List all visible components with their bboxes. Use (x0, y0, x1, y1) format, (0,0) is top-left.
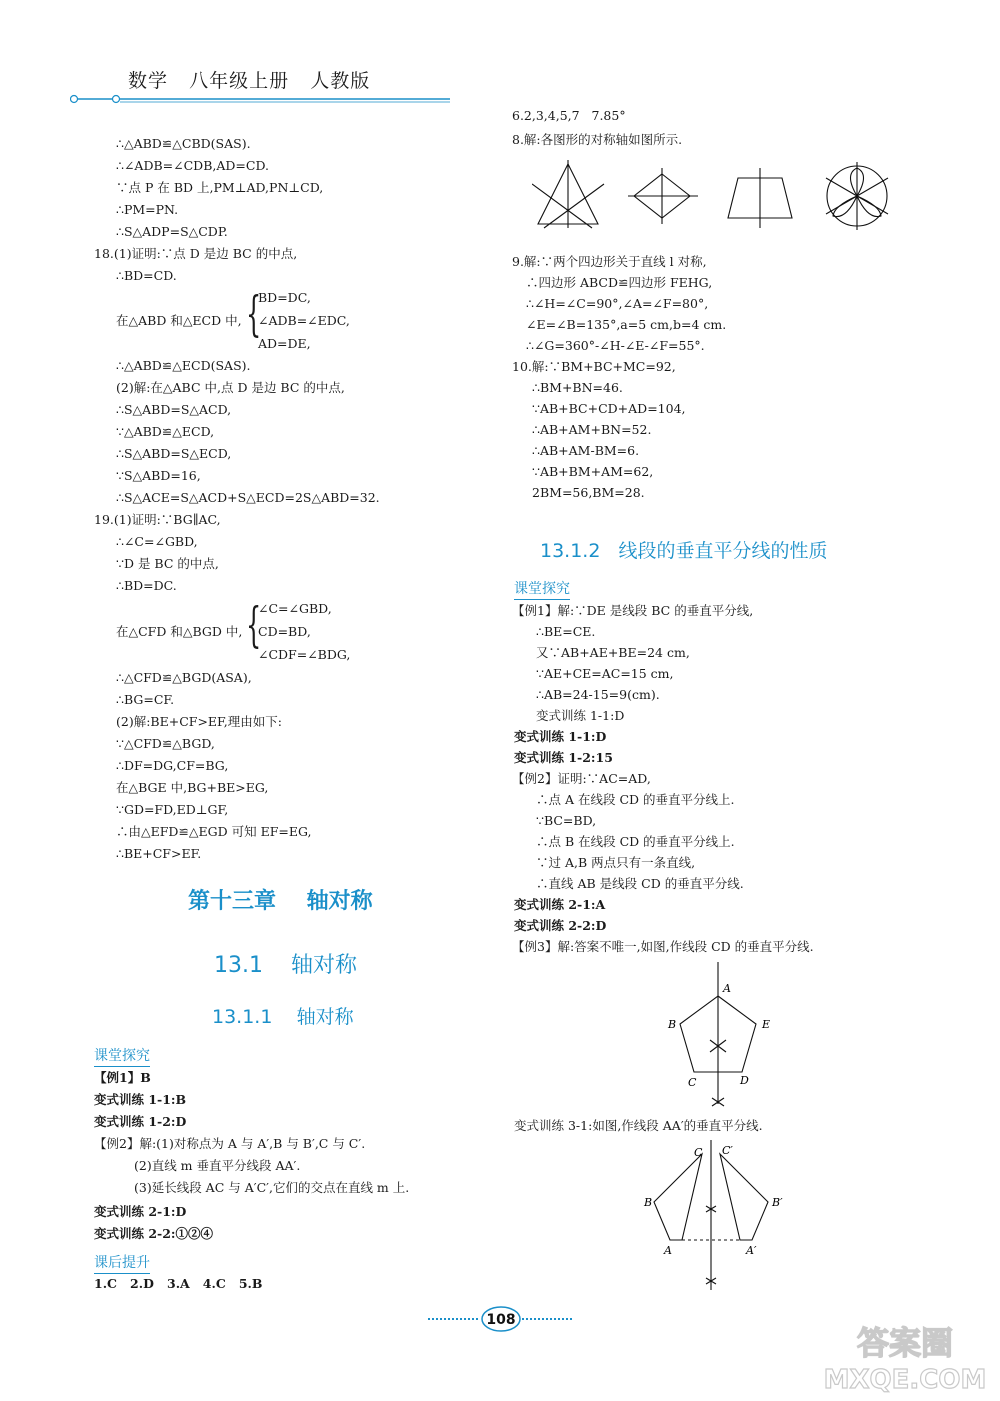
label-a-prime: A′ (746, 1244, 757, 1257)
chapter-title: 第十三章 轴对称 (188, 889, 373, 914)
text-line: ∴S△ABD=S△ACD, (116, 402, 232, 417)
section-tag-after-class: 课后提升 (94, 1252, 150, 1274)
text-line: ∴AB+AM-BM=6. (532, 443, 640, 458)
text-line: ∴∠C=∠GBD, (116, 534, 198, 549)
text-line: ∵△CFD≌△BGD, (116, 736, 215, 751)
text-line: 【例3】解:答案不唯一,如图,作线段 CD 的垂直平分线. (512, 939, 814, 954)
text-line: ∴DF=DG,CF=BG, (116, 758, 229, 773)
label-b-prime: B′ (772, 1196, 783, 1209)
text-line: ∴BE=CE. (536, 624, 596, 639)
text-line: (2)解:在△ABC 中,点 D 是边 BC 的中点, (116, 380, 345, 395)
text-line: ∴BG=CF. (116, 692, 175, 707)
subsection-title: 13.1.1 轴对称 (212, 1006, 354, 1028)
text-line: ∴点 A 在线段 CD 的垂直平分线上. (536, 792, 735, 807)
text-line: ∴△ABD≌△CBD(SAS). (116, 136, 251, 151)
watermark-bottom: MXQE.COM (823, 1365, 987, 1394)
text-line: ∴四边形 ABCD≌四边形 FEHG, (526, 275, 713, 290)
label-c: C (694, 1146, 703, 1159)
text-line: ∴△CFD≌△BGD(ASA), (116, 670, 252, 685)
text-line: 变式训练 2-2:①②④ (94, 1226, 214, 1241)
header-decoration-line (70, 94, 450, 104)
text-line: ∴AB+AM+BN=52. (532, 422, 652, 437)
problem-10: 10.解:∵BM+BC+MC=92, (512, 359, 676, 374)
text-line: 变式训练 2-1:A (514, 897, 606, 912)
text-line: 【例2】解:(1)对称点为 A 与 A′,B 与 B′,C 与 C′. (94, 1136, 366, 1151)
pentagon-figure (660, 960, 780, 1108)
brace-line: BD=DC, (258, 290, 311, 305)
text-line: ∵过 A,B 两点只有一条直线, (536, 855, 696, 870)
brace-line: ∠C=∠GBD, (258, 601, 332, 616)
label-b: B (644, 1196, 653, 1209)
problem-9: 9.解:∵两个四边形关于直线 l 对称, (512, 254, 707, 269)
answer-line: 1.C 2.D 3.A 4.C 5.B (94, 1276, 263, 1291)
brace-line: ∠ADB=∠EDC, (258, 313, 350, 328)
text-line: ∴∠G=360°-∠H-∠E-∠F=55°. (526, 338, 705, 353)
symmetry-figures (532, 160, 922, 232)
watermark-logo (820, 1318, 990, 1394)
circle-petal-figure (826, 162, 888, 230)
text-line: (3)延长线段 AC 与 A′C′,它们的交点在直线 m 上. (134, 1180, 410, 1195)
problem-18: 18.(1)证明:∵点 D 是边 BC 的中点, (94, 246, 298, 261)
label-d: D (740, 1074, 749, 1087)
text-line: ∴BD=CD. (116, 268, 177, 283)
text-line: 在△BGE 中,BG+BE>EG, (116, 780, 269, 795)
text-line: ∵BC=BD, (536, 813, 597, 828)
trapezoid-figure (728, 168, 792, 228)
text-line: ∴由△EFD≌△EGD 可知 EF=EG, (116, 824, 312, 839)
text-line: ∴AB=24-15=9(cm). (536, 687, 660, 702)
page-number: 108 (486, 1312, 516, 1328)
text-line: ∵D 是 BC 的中点, (116, 556, 219, 571)
text-line: ∴∠ADB=∠CDB,AD=CD. (116, 158, 269, 173)
text-line: ∵AE+CE=AC=15 cm, (536, 666, 674, 681)
text-line: ∵点 P 在 BD 上,PM⊥AD,PN⊥CD, (116, 180, 324, 195)
text-line: ∴S△ACE=S△ACD+S△ECD=2S△ABD=32. (116, 490, 380, 505)
text-line: ∵△ABD≌△ECD, (116, 424, 215, 439)
page-number-badge (428, 1305, 574, 1333)
label-e: E (762, 1018, 771, 1031)
text-line: 【例1】B (94, 1070, 151, 1085)
text-line: 变式训练 1-1:B (94, 1092, 187, 1107)
text-line: 2BM=56,BM=28. (532, 485, 645, 500)
rhombus-figure (628, 168, 698, 224)
label-a: A (664, 1244, 672, 1257)
text-line: (2)直线 m 垂直平分线段 AA′. (134, 1158, 301, 1173)
text-line: ∴BE+CF>EF. (116, 846, 202, 861)
text-line: 变式训练 1-1:D (514, 729, 607, 744)
text-line: ∴BM+BN=46. (532, 380, 623, 395)
text-line: ∴点 B 在线段 CD 的垂直平分线上. (536, 834, 735, 849)
text-line: 8.解:各图形的对称轴如图所示. (512, 132, 683, 147)
watermark-top: 答案圈 (856, 1324, 954, 1362)
text-line: 变式训练 2-1:D (94, 1204, 187, 1219)
text-line: 变式训练 1-2:15 (514, 750, 613, 765)
text-line: 变式训练 2-2:D (514, 918, 607, 933)
reflection-figure (640, 1140, 790, 1292)
text-line: 变式训练 3-1:如图,作线段 AA′的垂直平分线. (514, 1118, 763, 1133)
text-line: ∵AB+BC+CD+AD=104, (532, 401, 686, 416)
section-title: 13.1 轴对称 (214, 953, 357, 978)
label-a: A (723, 982, 731, 995)
section-tag-class-exploration: 课堂探究 (94, 1045, 150, 1067)
text-line: ∵GD=FD,ED⊥GF, (116, 802, 229, 817)
text-line: ∴直线 AB 是线段 CD 的垂直平分线. (536, 876, 744, 891)
label-c: C (688, 1076, 697, 1089)
text-line: 在△ABD 和△ECD 中, (116, 313, 242, 328)
label-b: B (668, 1018, 677, 1031)
brace-line: ∠CDF=∠BDG, (258, 647, 351, 662)
text-line: ∴∠H=∠C=90°,∠A=∠F=80°, (526, 296, 709, 311)
brace-line: CD=BD, (258, 624, 311, 639)
text-line: (2)解:BE+CF>EF,理由如下: (116, 714, 282, 729)
text-line: 【例1】解:∵DE 是线段 BC 的垂直平分线, (512, 603, 754, 618)
problem-19: 19.(1)证明:∵BG∥AC, (94, 512, 221, 527)
text-line: ∵S△ABD=16, (116, 468, 201, 483)
text-line: ∴S△ABD=S△ECD, (116, 446, 232, 461)
text-line: 又∵AB+AE+BE=24 cm, (536, 645, 690, 660)
brace-symbol: { (246, 286, 262, 342)
text-line: ∵AB+BM+AM=62, (532, 464, 654, 479)
text-line: ∴S△ADP=S△CDP. (116, 224, 228, 239)
brace-line: AD=DE, (258, 336, 311, 351)
text-line: ∴PM=PN. (116, 202, 179, 217)
text-line: ∠E=∠B=135°,a=5 cm,b=4 cm. (526, 317, 727, 332)
text-line: 变式训练 1-2:D (94, 1114, 187, 1129)
text-line: ∴BD=DC. (116, 578, 177, 593)
section-tag-class-exploration: 课堂探究 (514, 578, 570, 600)
label-c-prime: C′ (722, 1144, 733, 1157)
text-line: 变式训练 1-1:D (536, 708, 625, 723)
text-line: ∴△ABD≌△ECD(SAS). (116, 358, 251, 373)
running-header: 数学 八年级上册 人教版 (128, 70, 371, 92)
section-title-13-1-2: 13.1.2 线段的垂直平分线的性质 (540, 540, 828, 562)
text-line: 在△CFD 和△BGD 中, (116, 624, 243, 639)
brace-symbol: { (246, 597, 262, 653)
triangle-figure (532, 160, 604, 228)
text-line: 【例2】证明:∵AC=AD, (512, 771, 651, 786)
text-line: 6.2,3,4,5,7 7.85° (512, 108, 626, 123)
